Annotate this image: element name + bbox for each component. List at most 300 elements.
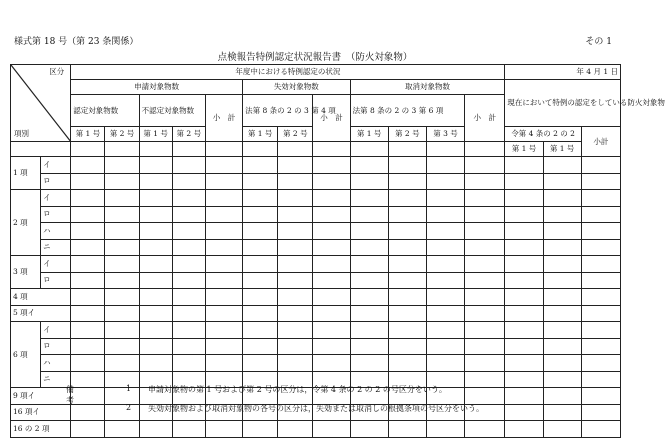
count-cell[interactable]	[205, 289, 242, 306]
count-cell[interactable]	[388, 256, 426, 273]
count-cell[interactable]	[543, 239, 581, 256]
count-cell[interactable]	[350, 305, 388, 322]
row-subitem-label: イ	[41, 190, 71, 207]
row-subitem-label: イ	[41, 157, 71, 174]
count-cell[interactable]	[313, 173, 350, 190]
count-cell[interactable]	[139, 173, 172, 190]
note-number: 1	[126, 384, 132, 393]
count-cell[interactable]	[71, 190, 105, 207]
count-cell[interactable]	[205, 272, 242, 289]
count-cell[interactable]	[388, 421, 426, 438]
row-item-label: 16 項イ	[11, 404, 71, 421]
count-cell[interactable]	[205, 355, 242, 372]
count-cell[interactable]	[388, 272, 426, 289]
count-cell[interactable]	[172, 355, 205, 372]
count-cell[interactable]	[243, 421, 278, 438]
count-cell[interactable]	[313, 223, 350, 240]
current-subtotal-header: 小計	[581, 127, 620, 157]
count-cell[interactable]	[105, 305, 139, 322]
count-cell[interactable]	[426, 322, 464, 339]
count-cell[interactable]	[581, 305, 620, 322]
row-subitem-label: ロ	[41, 272, 71, 289]
count-cell[interactable]	[388, 305, 426, 322]
count-cell[interactable]	[426, 305, 464, 322]
count-cell[interactable]	[139, 355, 172, 372]
table-row	[11, 421, 621, 438]
lapsed-subtotal-header: 小 計	[313, 95, 350, 142]
count-cell[interactable]	[313, 355, 350, 372]
col-revoked-no2: 第 2 号	[388, 127, 426, 142]
count-cell[interactable]	[105, 404, 139, 421]
count-cell[interactable]	[426, 206, 464, 223]
table-row	[11, 256, 621, 273]
count-cell[interactable]	[105, 355, 139, 372]
col-app-notcert-no1: 第 1 号	[139, 127, 172, 142]
count-cell[interactable]	[278, 289, 313, 306]
count-cell[interactable]	[71, 289, 105, 306]
count-cell[interactable]	[139, 322, 172, 339]
count-cell[interactable]	[465, 371, 505, 388]
count-cell[interactable]	[543, 305, 581, 322]
count-cell[interactable]	[172, 272, 205, 289]
count-cell[interactable]	[350, 289, 388, 306]
notes-label: 備考	[66, 385, 74, 405]
count-cell[interactable]	[543, 421, 581, 438]
count-cell[interactable]	[543, 272, 581, 289]
count-cell[interactable]	[505, 404, 543, 421]
row-subitem-label: ハ	[41, 223, 71, 240]
count-cell[interactable]	[105, 206, 139, 223]
count-cell[interactable]	[105, 421, 139, 438]
count-cell[interactable]	[278, 338, 313, 355]
count-cell[interactable]	[205, 173, 242, 190]
col-revoked-no3: 第 3 号	[426, 127, 464, 142]
count-cell[interactable]	[205, 421, 242, 438]
count-cell[interactable]	[543, 157, 581, 174]
count-cell[interactable]	[388, 190, 426, 207]
count-cell[interactable]	[139, 206, 172, 223]
count-cell[interactable]	[581, 206, 620, 223]
count-cell[interactable]	[71, 338, 105, 355]
count-cell[interactable]	[505, 190, 543, 207]
count-cell[interactable]	[243, 206, 278, 223]
count-cell[interactable]	[465, 388, 505, 405]
col-lapsed-no1: 第 1 号	[243, 127, 278, 142]
count-cell[interactable]	[426, 272, 464, 289]
count-cell[interactable]	[172, 305, 205, 322]
count-cell[interactable]	[71, 272, 105, 289]
count-cell[interactable]	[139, 272, 172, 289]
count-cell[interactable]	[505, 239, 543, 256]
count-cell[interactable]	[505, 272, 543, 289]
count-cell[interactable]	[139, 157, 172, 174]
count-cell[interactable]	[350, 355, 388, 372]
count-cell[interactable]	[388, 223, 426, 240]
count-cell[interactable]	[543, 173, 581, 190]
count-cell[interactable]	[581, 256, 620, 273]
count-cell[interactable]	[350, 239, 388, 256]
revoked-law-reference: 法第 8 条の 2 の 3 第 6 項	[350, 95, 465, 127]
count-cell[interactable]	[465, 223, 505, 240]
count-cell[interactable]	[581, 404, 620, 421]
revoked-subtotal-header: 小 計	[465, 95, 505, 142]
count-cell[interactable]	[465, 256, 505, 273]
count-cell[interactable]	[505, 421, 543, 438]
row-item-label: 16 の 2 項	[11, 421, 71, 438]
count-cell[interactable]	[426, 289, 464, 306]
count-cell[interactable]	[172, 338, 205, 355]
count-cell[interactable]	[71, 206, 105, 223]
count-cell[interactable]	[581, 338, 620, 355]
table-row	[11, 305, 621, 322]
count-cell[interactable]	[581, 190, 620, 207]
row-item-label: 5 項イ	[11, 305, 71, 322]
row-item-label: 1 項	[11, 157, 41, 190]
count-cell[interactable]	[505, 388, 543, 405]
count-cell[interactable]	[465, 157, 505, 174]
row-subitem-label: ロ	[41, 338, 71, 355]
row-item-label: 2 項	[11, 190, 41, 256]
count-cell[interactable]	[205, 157, 242, 174]
count-cell[interactable]	[465, 239, 505, 256]
count-cell[interactable]	[243, 338, 278, 355]
count-cell[interactable]	[105, 272, 139, 289]
col-current-no1-a: 第 1 号	[505, 142, 543, 157]
col-app-notcert-no2: 第 2 号	[172, 127, 205, 142]
count-cell[interactable]	[313, 272, 350, 289]
count-cell[interactable]	[465, 206, 505, 223]
table-row	[11, 322, 621, 339]
count-cell[interactable]	[105, 338, 139, 355]
count-cell[interactable]	[71, 404, 105, 421]
count-cell[interactable]	[71, 305, 105, 322]
count-cell[interactable]	[581, 289, 620, 306]
count-cell[interactable]	[388, 239, 426, 256]
row-subitem-label: イ	[41, 322, 71, 339]
count-cell[interactable]	[543, 223, 581, 240]
count-cell[interactable]	[243, 355, 278, 372]
count-cell[interactable]	[243, 173, 278, 190]
count-cell[interactable]	[388, 157, 426, 174]
count-cell[interactable]	[426, 157, 464, 174]
count-cell[interactable]	[172, 289, 205, 306]
row-item-label: 9 項イ	[11, 388, 71, 405]
count-cell[interactable]	[278, 239, 313, 256]
count-cell[interactable]	[543, 256, 581, 273]
count-cell[interactable]	[350, 272, 388, 289]
count-cell[interactable]	[243, 190, 278, 207]
count-cell[interactable]	[205, 223, 242, 240]
count-cell[interactable]	[581, 421, 620, 438]
table-row	[11, 190, 621, 207]
count-cell[interactable]	[105, 371, 139, 388]
count-cell[interactable]	[313, 289, 350, 306]
count-cell[interactable]	[426, 256, 464, 273]
row-subitem-label: ニ	[41, 371, 71, 388]
count-cell[interactable]	[313, 239, 350, 256]
count-cell[interactable]	[581, 173, 620, 190]
count-cell[interactable]	[465, 289, 505, 306]
count-cell[interactable]	[313, 206, 350, 223]
count-cell[interactable]	[243, 289, 278, 306]
count-cell[interactable]	[350, 223, 388, 240]
report-table	[10, 64, 665, 438]
table-row	[11, 206, 621, 223]
count-cell[interactable]	[139, 223, 172, 240]
count-cell[interactable]	[388, 338, 426, 355]
corner-header-cell	[11, 65, 71, 142]
count-cell[interactable]	[581, 223, 620, 240]
count-cell[interactable]	[105, 388, 139, 405]
row-item-label: 4 項	[11, 289, 71, 306]
count-cell[interactable]	[388, 173, 426, 190]
count-cell[interactable]	[243, 272, 278, 289]
count-cell[interactable]	[465, 305, 505, 322]
row-subitem-label: ニ	[41, 239, 71, 256]
count-cell[interactable]	[426, 190, 464, 207]
count-cell[interactable]	[505, 355, 543, 372]
count-cell[interactable]	[543, 355, 581, 372]
note-number: 2	[126, 403, 132, 412]
count-cell[interactable]	[278, 272, 313, 289]
count-cell[interactable]	[172, 256, 205, 273]
count-cell[interactable]	[543, 371, 581, 388]
note-text: 申請対象物の第 1 号および第 2 号の区分は，令第 4 条の 2 の 2 の号区分をいう。	[148, 385, 447, 394]
count-cell[interactable]	[543, 289, 581, 306]
count-cell[interactable]	[139, 338, 172, 355]
table-row	[11, 272, 621, 289]
count-cell[interactable]	[465, 338, 505, 355]
certified-count-header: 認定対象物数	[71, 95, 139, 127]
count-cell[interactable]	[581, 157, 620, 174]
revoked-header: 取消対象物数	[350, 80, 505, 95]
count-cell[interactable]	[172, 223, 205, 240]
table-row	[11, 338, 621, 355]
table-row	[11, 157, 621, 174]
count-cell[interactable]	[350, 157, 388, 174]
count-cell[interactable]	[71, 157, 105, 174]
count-cell[interactable]	[105, 190, 139, 207]
item-label: 項別	[14, 129, 29, 139]
form-number: 様式第 18 号（第 23 条関係）	[14, 37, 139, 47]
count-cell[interactable]	[205, 239, 242, 256]
count-cell[interactable]	[243, 223, 278, 240]
col-app-cert-no1: 第 1 号	[71, 127, 105, 142]
count-cell[interactable]	[172, 322, 205, 339]
count-cell[interactable]	[172, 157, 205, 174]
count-cell[interactable]	[543, 404, 581, 421]
row-subitem-label: ロ	[41, 206, 71, 223]
table-row	[11, 355, 621, 372]
count-cell[interactable]	[543, 322, 581, 339]
count-cell[interactable]	[426, 173, 464, 190]
count-cell[interactable]	[388, 355, 426, 372]
count-cell[interactable]	[505, 322, 543, 339]
count-cell[interactable]	[388, 322, 426, 339]
table-row	[11, 289, 621, 306]
count-cell[interactable]	[243, 256, 278, 273]
count-cell[interactable]	[350, 256, 388, 273]
count-cell[interactable]	[139, 239, 172, 256]
count-cell[interactable]	[172, 421, 205, 438]
count-cell[interactable]	[243, 239, 278, 256]
count-cell[interactable]	[313, 157, 350, 174]
count-cell[interactable]	[505, 157, 543, 174]
count-cell[interactable]	[465, 421, 505, 438]
count-cell[interactable]	[243, 322, 278, 339]
count-cell[interactable]	[105, 173, 139, 190]
count-cell[interactable]	[313, 421, 350, 438]
count-cell[interactable]	[278, 322, 313, 339]
count-cell[interactable]	[543, 190, 581, 207]
count-cell[interactable]	[505, 173, 543, 190]
applications-subtotal-header: 小 計	[205, 95, 242, 142]
count-cell[interactable]	[505, 223, 543, 240]
row-item-label: 6 項	[11, 322, 41, 388]
annual-status-header: 年度中における特例認定の状況	[71, 65, 505, 80]
count-cell[interactable]	[278, 206, 313, 223]
applications-header: 申請対象物数	[71, 80, 243, 95]
count-cell[interactable]	[505, 371, 543, 388]
count-cell[interactable]	[205, 322, 242, 339]
count-cell[interactable]	[581, 272, 620, 289]
count-cell[interactable]	[205, 190, 242, 207]
count-cell[interactable]	[581, 371, 620, 388]
count-cell[interactable]	[278, 256, 313, 273]
count-cell[interactable]	[505, 338, 543, 355]
count-cell[interactable]	[543, 206, 581, 223]
count-cell[interactable]	[105, 256, 139, 273]
count-cell[interactable]	[243, 305, 278, 322]
count-cell[interactable]	[388, 289, 426, 306]
count-cell[interactable]	[505, 289, 543, 306]
current-certified-header: 現在において特例の認定をしている防火対象物	[505, 80, 621, 127]
count-cell[interactable]	[278, 305, 313, 322]
count-cell[interactable]	[465, 355, 505, 372]
count-cell[interactable]	[505, 206, 543, 223]
count-cell[interactable]	[350, 322, 388, 339]
count-cell[interactable]	[243, 157, 278, 174]
count-cell[interactable]	[278, 355, 313, 372]
not-certified-count-header: 不認定対象物数	[139, 95, 205, 127]
count-cell[interactable]	[278, 173, 313, 190]
table-row	[11, 173, 621, 190]
count-cell[interactable]	[139, 305, 172, 322]
count-cell[interactable]	[278, 421, 313, 438]
count-cell[interactable]	[205, 256, 242, 273]
ordinance-reference: 令第 4 条の 2 の 2	[505, 127, 581, 142]
count-cell[interactable]	[71, 322, 105, 339]
count-cell[interactable]	[139, 421, 172, 438]
count-cell[interactable]	[172, 206, 205, 223]
count-cell[interactable]	[426, 239, 464, 256]
count-cell[interactable]	[313, 322, 350, 339]
count-cell[interactable]	[205, 206, 242, 223]
count-cell[interactable]	[581, 388, 620, 405]
count-cell[interactable]	[105, 322, 139, 339]
count-cell[interactable]	[71, 371, 105, 388]
count-cell[interactable]	[505, 256, 543, 273]
count-cell[interactable]	[426, 355, 464, 372]
table-row	[11, 223, 621, 240]
count-cell[interactable]	[278, 223, 313, 240]
row-subitem-label: ロ	[41, 173, 71, 190]
count-cell[interactable]	[350, 421, 388, 438]
count-cell[interactable]	[543, 338, 581, 355]
count-cell[interactable]	[172, 239, 205, 256]
count-cell[interactable]	[350, 173, 388, 190]
document-title: 点検報告特例認定状況報告書 （防火対象物）	[217, 52, 413, 63]
count-cell[interactable]	[581, 355, 620, 372]
row-subitem-label: ハ	[41, 355, 71, 372]
count-cell[interactable]	[350, 190, 388, 207]
count-cell[interactable]	[465, 173, 505, 190]
count-cell[interactable]	[172, 190, 205, 207]
count-cell[interactable]	[581, 322, 620, 339]
count-cell[interactable]	[71, 239, 105, 256]
count-cell[interactable]	[465, 190, 505, 207]
row-item-label: 3 項	[11, 256, 41, 289]
count-cell[interactable]	[426, 421, 464, 438]
count-cell[interactable]	[313, 190, 350, 207]
count-cell[interactable]	[465, 272, 505, 289]
count-cell[interactable]	[105, 239, 139, 256]
count-cell[interactable]	[543, 388, 581, 405]
table-row	[11, 239, 621, 256]
count-cell[interactable]	[71, 355, 105, 372]
row-subitem-label: イ	[41, 256, 71, 273]
count-cell[interactable]	[205, 305, 242, 322]
col-lapsed-no2: 第 2 号	[278, 127, 313, 142]
count-cell[interactable]	[71, 256, 105, 273]
count-cell[interactable]	[313, 305, 350, 322]
count-cell[interactable]	[313, 256, 350, 273]
page-number: その 1	[585, 37, 612, 47]
count-cell[interactable]	[139, 289, 172, 306]
count-cell[interactable]	[350, 206, 388, 223]
col-revoked-no1: 第 1 号	[350, 127, 388, 142]
reference-date: 年 4 月 1 日	[505, 65, 621, 80]
count-cell[interactable]	[139, 190, 172, 207]
count-cell[interactable]	[278, 157, 313, 174]
count-cell[interactable]	[105, 289, 139, 306]
col-app-cert-no2: 第 2 号	[105, 127, 139, 142]
note-text: 失効対象物および取消対象物の各号の区分は，失効または取消しの根拠条項の号区分をいう。	[148, 404, 484, 413]
count-cell[interactable]	[426, 223, 464, 240]
count-cell[interactable]	[139, 256, 172, 273]
count-cell[interactable]	[71, 388, 105, 405]
count-cell[interactable]	[313, 338, 350, 355]
item-header-spacer	[11, 142, 71, 157]
count-cell[interactable]	[388, 206, 426, 223]
count-cell[interactable]	[105, 157, 139, 174]
col-current-no1-b: 第 1 号	[543, 142, 581, 157]
count-cell[interactable]	[581, 239, 620, 256]
count-cell[interactable]	[350, 338, 388, 355]
count-cell[interactable]	[172, 173, 205, 190]
count-cell[interactable]	[426, 338, 464, 355]
count-cell[interactable]	[205, 338, 242, 355]
lapsed-law-reference: 法第 8 条の 2 の 3 第 4 項	[243, 95, 313, 127]
count-cell[interactable]	[465, 322, 505, 339]
count-cell[interactable]	[105, 223, 139, 240]
lapsed-header: 失効対象物数	[243, 80, 350, 95]
count-cell[interactable]	[505, 305, 543, 322]
count-cell[interactable]	[278, 190, 313, 207]
count-cell[interactable]	[71, 223, 105, 240]
count-cell[interactable]	[71, 421, 105, 438]
count-cell[interactable]	[71, 173, 105, 190]
